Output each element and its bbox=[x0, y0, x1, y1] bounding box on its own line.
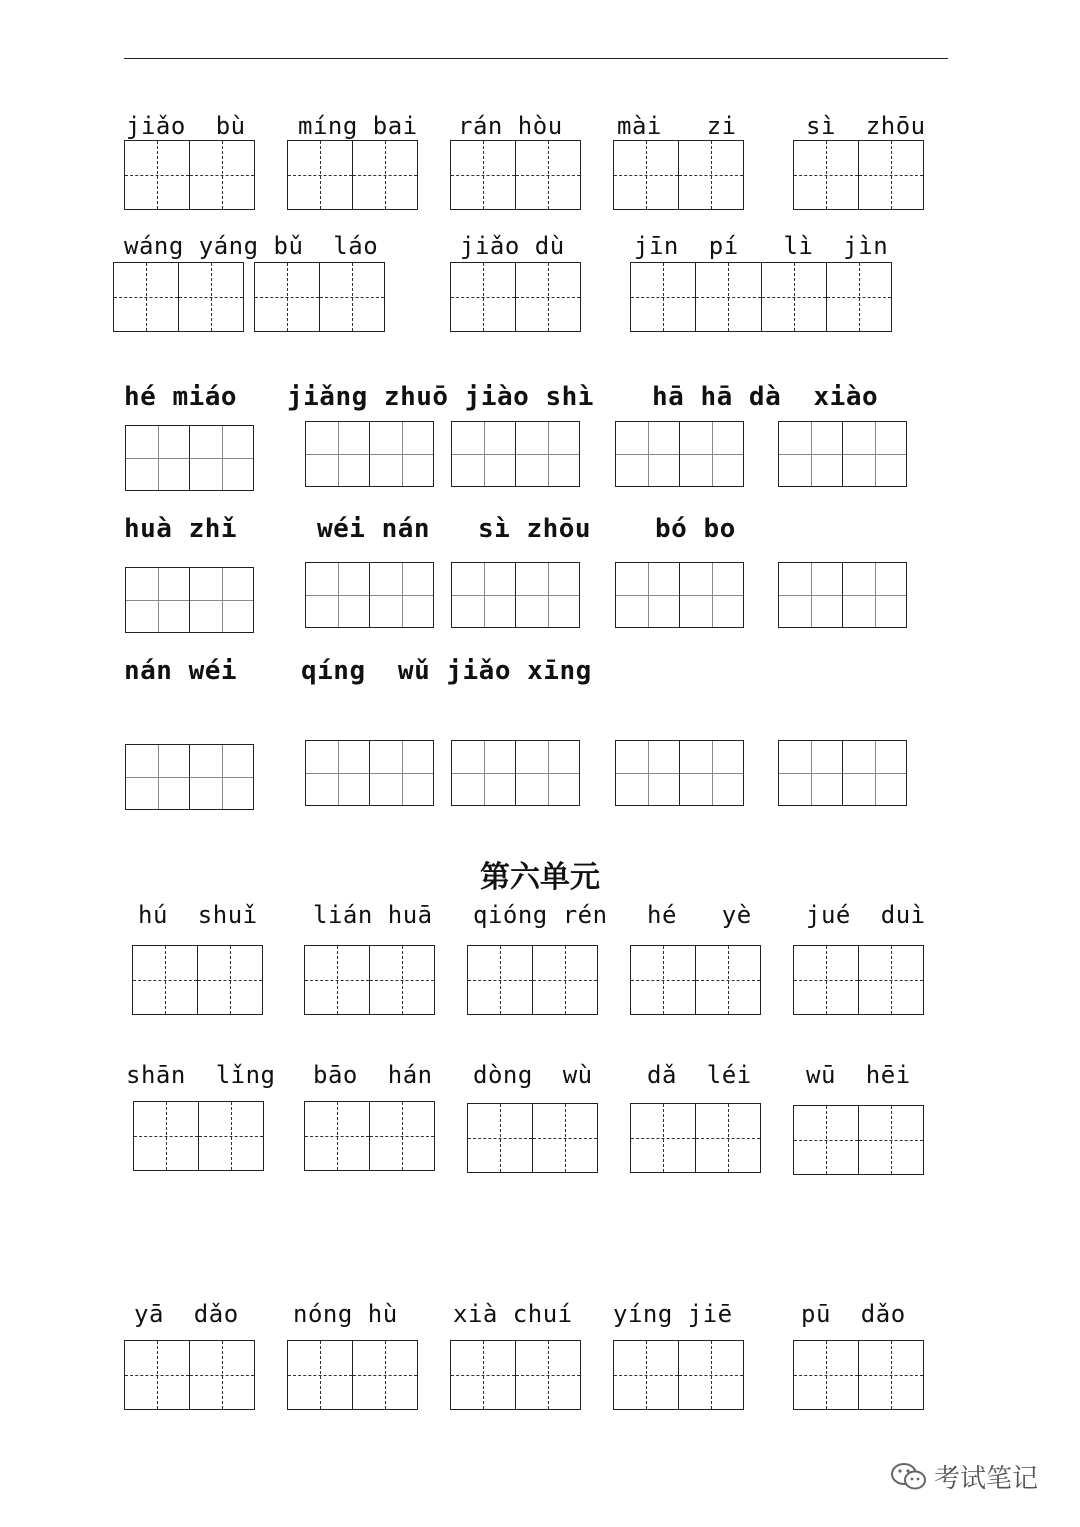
pinyin-label: hé yè bbox=[647, 901, 752, 929]
pinyin-label: nóng hù bbox=[293, 1300, 398, 1328]
writing-grid[interactable] bbox=[615, 562, 744, 628]
writing-grid[interactable] bbox=[304, 945, 435, 1015]
writing-grid[interactable] bbox=[124, 140, 255, 210]
writing-grid[interactable] bbox=[450, 262, 581, 332]
writing-grid[interactable] bbox=[615, 740, 744, 806]
pinyin-label: jiǎo dù bbox=[460, 232, 565, 260]
pinyin-label: bāo hán bbox=[313, 1061, 433, 1089]
pinyin-label: jiǎo bù bbox=[126, 112, 246, 140]
writing-grid[interactable] bbox=[793, 1105, 924, 1175]
pinyin-label: dǎ léi bbox=[647, 1061, 752, 1089]
writing-grid[interactable] bbox=[304, 1101, 435, 1171]
writing-grid[interactable] bbox=[778, 421, 907, 487]
writing-grid[interactable] bbox=[125, 567, 254, 633]
writing-grid[interactable] bbox=[125, 425, 254, 491]
pinyin-label: huà zhǐ bbox=[124, 514, 238, 544]
pinyin-label: qíng wǔ jiǎo xīng bbox=[301, 656, 592, 686]
pinyin-label: bó bo bbox=[655, 514, 736, 544]
pinyin-label: hā hā dà xiào bbox=[652, 382, 879, 412]
pinyin-label: jué duì bbox=[806, 901, 926, 929]
writing-grid[interactable] bbox=[451, 562, 580, 628]
pinyin-label: lián huā bbox=[313, 901, 433, 929]
writing-grid[interactable] bbox=[450, 1340, 581, 1410]
pinyin-label: wū hēi bbox=[806, 1061, 911, 1089]
writing-grid[interactable] bbox=[467, 945, 598, 1015]
writing-grid[interactable] bbox=[113, 262, 244, 332]
wechat-icon bbox=[890, 1461, 928, 1493]
unit-title: 第六单元 bbox=[480, 860, 600, 895]
pinyin-label: jiǎng zhuō jiào shì bbox=[287, 382, 594, 412]
writing-grid[interactable] bbox=[613, 140, 744, 210]
writing-grid[interactable] bbox=[615, 421, 744, 487]
pinyin-label: míng bai bbox=[298, 112, 418, 140]
writing-grid[interactable] bbox=[778, 562, 907, 628]
writing-grid[interactable] bbox=[778, 740, 907, 806]
writing-grid[interactable] bbox=[305, 740, 434, 806]
pinyin-label: wáng yáng bǔ láo bbox=[124, 232, 379, 260]
writing-grid[interactable] bbox=[630, 945, 761, 1015]
writing-grid[interactable] bbox=[125, 744, 254, 810]
writing-grid[interactable] bbox=[133, 1101, 264, 1171]
pinyin-label: jīn pí lì jìn bbox=[634, 232, 889, 260]
writing-grid[interactable] bbox=[793, 1340, 924, 1410]
writing-grid[interactable] bbox=[451, 421, 580, 487]
writing-grid[interactable] bbox=[630, 1103, 761, 1173]
pinyin-label: yā dǎo bbox=[134, 1300, 239, 1328]
pinyin-label: rán hòu bbox=[458, 112, 563, 140]
writing-grid[interactable] bbox=[613, 1340, 744, 1410]
pinyin-label: sì zhōu bbox=[478, 514, 592, 544]
pinyin-label: xià chuí bbox=[453, 1300, 573, 1328]
writing-grid[interactable] bbox=[630, 262, 892, 332]
writing-grid[interactable] bbox=[305, 421, 434, 487]
pinyin-label: dòng wù bbox=[473, 1061, 593, 1089]
writing-grid[interactable] bbox=[793, 140, 924, 210]
pinyin-label: qióng rén bbox=[473, 901, 608, 929]
pinyin-label: yíng jiē bbox=[613, 1300, 733, 1328]
writing-grid[interactable] bbox=[450, 140, 581, 210]
writing-grid[interactable] bbox=[254, 262, 385, 332]
pinyin-label: mài zi bbox=[617, 112, 737, 140]
writing-grid[interactable] bbox=[451, 740, 580, 806]
pinyin-label: sì zhōu bbox=[806, 112, 926, 140]
watermark bbox=[890, 1458, 1038, 1495]
writing-grid[interactable] bbox=[132, 945, 263, 1015]
watermark-text: 考试笔记 bbox=[934, 1464, 1039, 1494]
writing-grid[interactable] bbox=[467, 1103, 598, 1173]
writing-grid[interactable] bbox=[793, 945, 924, 1015]
writing-grid[interactable] bbox=[287, 1340, 418, 1410]
writing-grid[interactable] bbox=[124, 1340, 255, 1410]
writing-grid[interactable] bbox=[287, 140, 418, 210]
pinyin-label: shān lǐng bbox=[126, 1061, 276, 1089]
pinyin-label: wéi nán bbox=[317, 514, 431, 544]
pinyin-label: pū dǎo bbox=[801, 1300, 906, 1328]
pinyin-label: hé miáo bbox=[124, 382, 238, 412]
pinyin-label: nán wéi bbox=[124, 656, 238, 686]
pinyin-label: hú shuǐ bbox=[138, 901, 258, 929]
top-rule bbox=[124, 58, 948, 59]
writing-grid[interactable] bbox=[305, 562, 434, 628]
